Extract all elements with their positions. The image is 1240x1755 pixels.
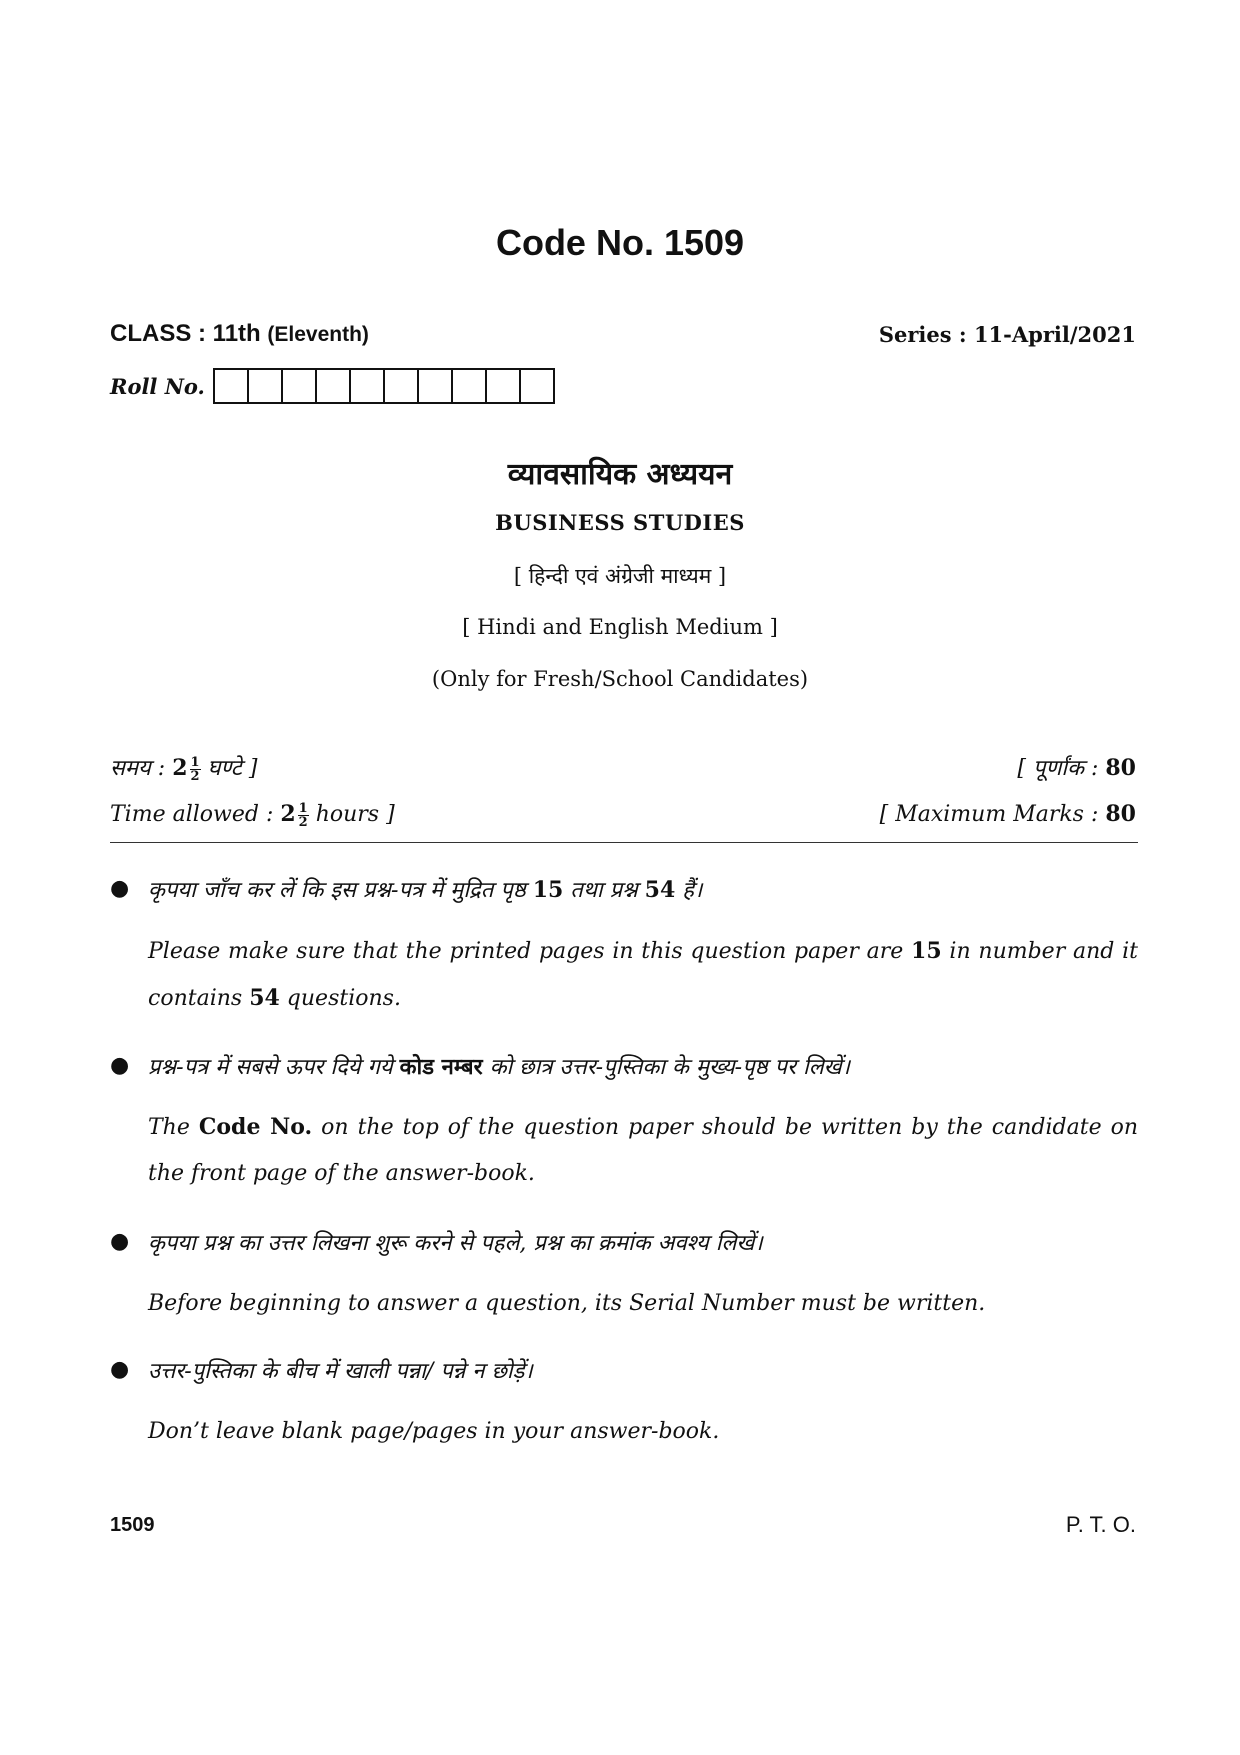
marks-hindi <box>1017 752 1136 782</box>
subject-title-hindi: व्यावसायिक अध्ययन <box>507 457 733 492</box>
time-english-label: Time allowed : <box>110 802 281 827</box>
roll-number-box[interactable] <box>315 368 351 404</box>
series-label: Series : 11-April/2021 <box>878 322 1136 347</box>
candidates-note: (Only for Fresh/School Candidates) <box>431 667 809 691</box>
instruction-1-hindi: कृपया जाँच कर लें कि इस प्रश्न-पत्र में मुद्रित पृष्ठ 15 तथा प्रश्न 54 हैं। <box>148 877 703 903</box>
time-hindi <box>110 752 257 783</box>
class-line <box>110 320 369 348</box>
roll-number-box[interactable] <box>281 368 317 404</box>
time-hindi-whole: 2 <box>172 755 188 781</box>
marks-hindi-label: [ पूर्णांक : <box>1017 756 1106 781</box>
class-note: (Eleventh) <box>267 323 369 346</box>
roll-number-boxes[interactable] <box>213 368 553 404</box>
class-label: CLASS : 11th <box>110 320 261 347</box>
roll-number-box[interactable] <box>451 368 487 404</box>
header-divider <box>110 842 1138 843</box>
bullet-icon: ● <box>110 876 130 901</box>
instruction-3-hindi: कृपया प्रश्न का उत्तर लिखना शुरू करने से पहले, प्रश्न का क्रमांक अवश्य लिखें। <box>148 1231 763 1256</box>
time-hindi-label: समय : <box>110 756 173 781</box>
time-hindi-fraction: $\frac{1}{2}$ <box>190 754 200 784</box>
roll-number-box[interactable] <box>213 368 249 404</box>
roll-label: Roll No. <box>110 373 205 399</box>
instruction-1-english: Please make sure that the printed pages in this question paper are 15 in number and it contains 54 questions. <box>148 938 1138 1011</box>
bullet-icon: ● <box>110 1053 130 1078</box>
instruction-4-english: Don’t leave blank page/pages in your answer-book. <box>148 1419 720 1444</box>
bullet-icon: ● <box>110 1357 130 1382</box>
time-english <box>110 801 395 829</box>
pto-label: P. T. O. <box>1065 1512 1136 1537</box>
roll-number-box[interactable] <box>519 368 555 404</box>
time-english-unit: hours ] <box>308 802 395 827</box>
bullet-icon: ● <box>110 1229 130 1254</box>
instruction-2-hindi: प्रश्न-पत्र में सबसे ऊपर दिये गये कोड नम्बर को छात्र उत्तर-पुस्तिका के मुख्य-पृष्ठ पर लिखें। <box>148 1054 850 1080</box>
marks-english <box>880 801 1136 827</box>
time-hindi-unit: घण्टे ] <box>200 756 258 781</box>
roll-number-row <box>110 368 553 404</box>
marks-hindi-value: 80 <box>1105 755 1136 781</box>
instruction-3-english: Before beginning to answer a question, its Serial Number must be written. <box>148 1291 986 1316</box>
instruction-4-hindi: उत्तर-पुस्तिका के बीच में खाली पन्ना/ पन्ने न छोड़ें। <box>148 1359 533 1384</box>
marks-english-label: [ Maximum Marks : <box>879 802 1106 827</box>
time-english-fraction: $\frac{1}{2}$ <box>298 800 308 830</box>
medium-english: [ Hindi and English Medium ] <box>462 615 778 639</box>
time-english-whole: 2 <box>280 801 296 827</box>
roll-number-box[interactable] <box>383 368 419 404</box>
footer-code: 1509 <box>110 1514 155 1536</box>
subject-title-english: BUSINESS STUDIES <box>495 510 745 535</box>
roll-number-box[interactable] <box>247 368 283 404</box>
instruction-2-english: The Code No. on the top of the question paper should be written by the candidate on the front page of the answer-book. <box>148 1114 1139 1186</box>
marks-english-value: 80 <box>1105 801 1136 827</box>
medium-hindi: [ हिन्दी एवं अंग्रेजी माध्यम ] <box>513 564 727 588</box>
roll-number-box[interactable] <box>417 368 453 404</box>
roll-number-box[interactable] <box>485 368 521 404</box>
code-number-title: Code No. 1509 <box>495 222 745 263</box>
roll-number-box[interactable] <box>349 368 385 404</box>
